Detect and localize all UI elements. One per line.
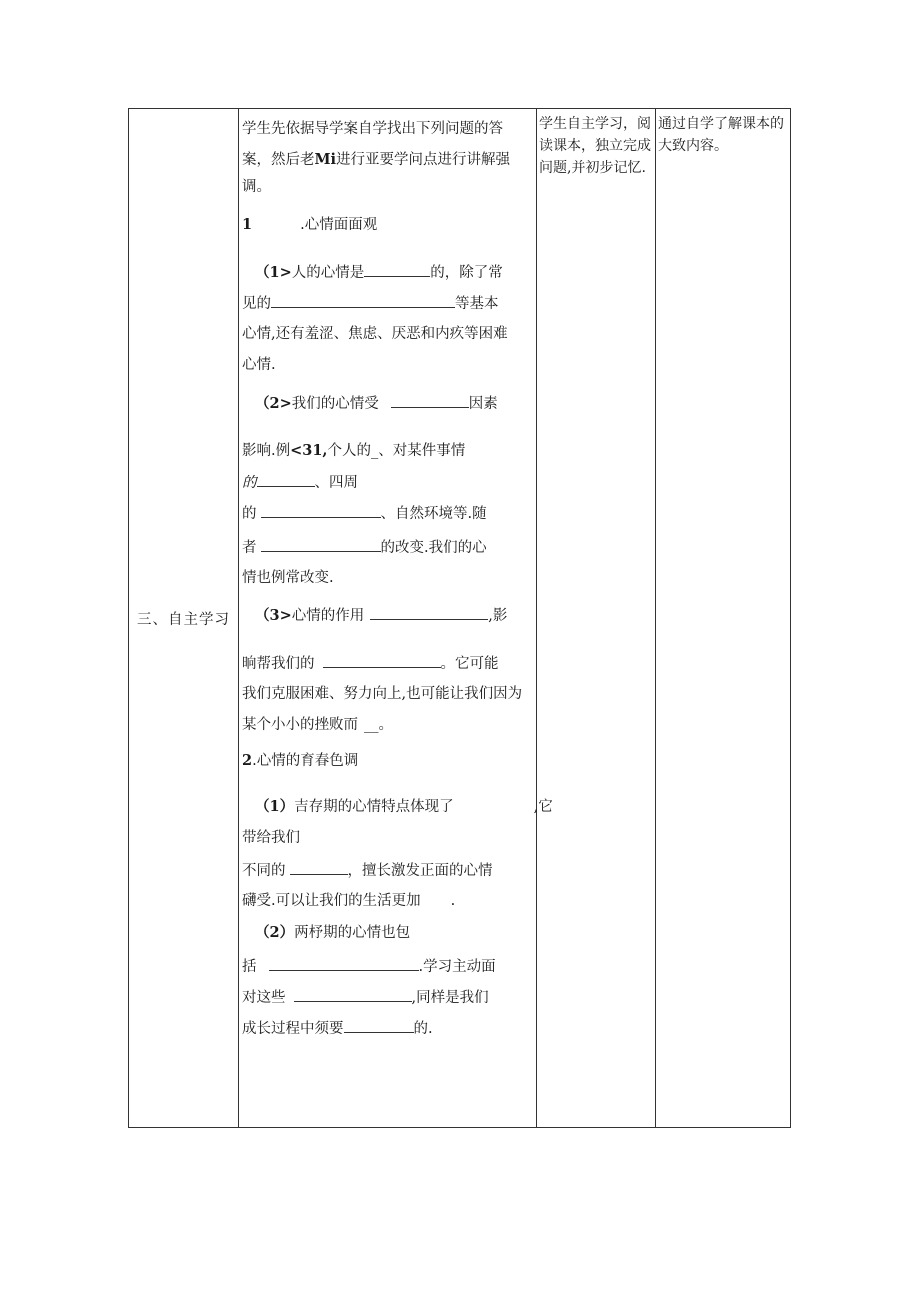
blank — [271, 293, 455, 308]
q1-line-1: （1>人的心情是 的，除了常 — [255, 264, 503, 281]
blank — [370, 605, 488, 620]
blank — [391, 393, 469, 408]
stage-cell — [129, 109, 239, 1128]
q1-line-4: 心情. — [242, 357, 276, 373]
blank — [269, 956, 419, 971]
q4-line-3: 不同的 ，擅长激发正面的心情 — [242, 860, 493, 881]
q4-line-2: 带给我们 — [242, 830, 300, 846]
intro-line-2: 案，然后老Mi进行亚要学问点进行讲解强 — [242, 151, 511, 168]
student-activity-text: 学生自主学习，阅读课本，独立完成问题,并初步记忆. — [539, 116, 651, 176]
design-intent-cell — [656, 109, 791, 1128]
q3-line-3: 我们克服困难、努力向上,也可能让我们因为 — [242, 686, 523, 702]
q2-line-6: 情也例常改变. — [242, 570, 334, 586]
q2-line-1: （2>我们的心情受 因素 — [255, 395, 498, 412]
section-2-heading: 2.心情的育春色调 — [242, 752, 359, 769]
blank — [344, 1018, 414, 1033]
section-1-heading: 1 .心情面面观 — [242, 216, 378, 233]
q2-line-2: 影响.例<31,个人的_、对某件事情 — [242, 442, 466, 459]
blank — [294, 987, 412, 1002]
teaching-content-cell — [239, 109, 553, 1128]
q5-line-1: （2）两杼期的心情也包 — [255, 924, 411, 941]
q3-line-2: 晌帮我们的 。它可能 — [242, 653, 499, 674]
blank — [257, 472, 315, 487]
q5-line-2: 括 .学习主动面 — [242, 956, 496, 977]
blank — [261, 537, 381, 552]
q1-line-2: 见的 等基本 — [242, 293, 499, 314]
blank — [290, 860, 348, 875]
lesson-plan-table — [128, 108, 791, 1128]
q2-line-4: 的 、自然环境等.随 — [242, 503, 487, 524]
blank — [364, 262, 430, 277]
blank — [323, 653, 441, 668]
table-row — [129, 109, 791, 1128]
q4-line-4: 礴受.可以让我们的生活更加 . — [242, 893, 456, 909]
q4-line-1: （1）吉存期的心情特点体现了 ,它 — [255, 798, 553, 815]
blank — [261, 503, 381, 518]
design-intent-text: 通过自学了解课本的大致内容。 — [658, 116, 784, 154]
q2-line-3: 的 、四周 — [242, 472, 358, 493]
intro-line-3: 调。 — [242, 179, 271, 195]
student-activity-cell — [537, 109, 656, 1128]
q3-line-4: 某个小小的挫败而 __。 — [242, 717, 393, 733]
q5-line-4: 成长过程中须要 的. — [242, 1018, 433, 1039]
q5-line-3: 对这些 ,同样是我们 — [242, 987, 489, 1008]
intro-line-1: 学生先依据导学案自学找出下列问题的答 — [242, 121, 503, 137]
q1-line-3: 心情,还有羞涩、焦虑、厌恶和内疚等困难 — [242, 326, 508, 342]
stage-label: 三、自主学习 — [137, 611, 230, 628]
q2-line-5: 者 的改变.我们的心 — [242, 537, 487, 558]
q3-line-1: （3>心情的作用 ,影 — [255, 607, 508, 624]
